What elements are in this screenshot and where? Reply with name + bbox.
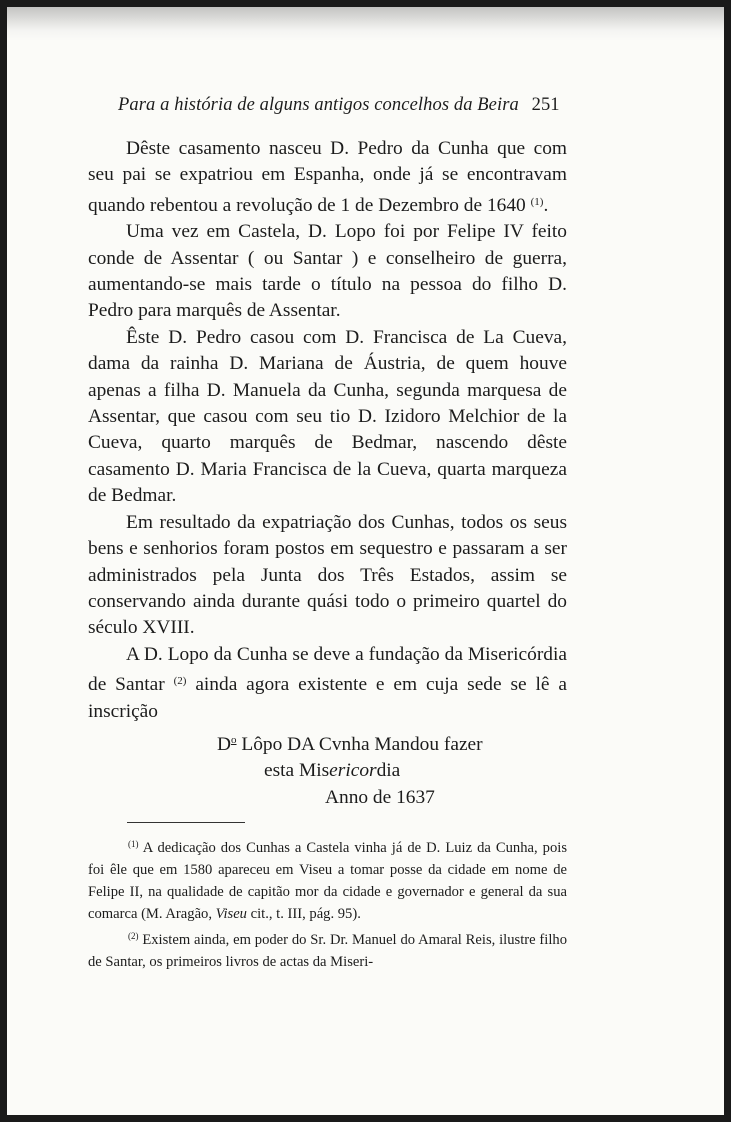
inscription-line-1: $D^o$ Lôpo DA Cvnha Mandou fazer xyxy=(217,734,483,755)
footnotes xyxy=(88,833,567,973)
footnote-divider xyxy=(127,822,245,823)
paragraph: Uma vez em Castela, D. Lopo foi por Felipe IV feito conde de Assentar ( ou Santar ) e conselheiro de guerra, aumentando-se mais tarde o título na pessoa do filho D. Pedro para marquês de Assentar. xyxy=(88,221,567,322)
inscription-line-3: Anno de 1637 xyxy=(325,786,435,808)
paragraph: Em resultado da expatriação dos Cunhas, todos os seus bens e senhorios foram postos em sequestro e passaram a ser administrados pela Junta dos Três Estados, assim se conservando ainda durante quási todo o primeiro quartel do século XVIII. xyxy=(88,511,567,639)
footnote: $^{(2)}$ Existem ainda, em poder do Sr. Dr. Manuel do Amaral Reis, ilustre filho de Santar, os primeiros livros de actas da Miseri- xyxy=(88,931,567,970)
running-header xyxy=(118,95,562,116)
paragraph: A D. Lopo da Cunha se deve a fundação da Misericórdia de Santar $^{(2)}$ ainda agora existente e em cuja sede se lê a inscrição xyxy=(88,643,567,722)
footnote-ref: (2) xyxy=(173,675,187,688)
book-page xyxy=(7,7,724,1115)
inscription xyxy=(87,727,567,811)
scan-shadow xyxy=(7,7,724,41)
footnote-ref: (1) xyxy=(530,195,544,208)
footnote: $^{(1)}$ A dedicação dos Cunhas a Castela vinha já de D. Luiz da Cunha, pois foi êle que em 1580 apareceu em Viseu a tomar posse da cidade em nome de Felipe II, na qualidade de capitão mor da cidade e governador e general da sua comarca (M. Aragão, Viseu cit., t. III, pág. 95). xyxy=(88,839,567,922)
main-text xyxy=(88,136,567,725)
paragraph: Dêste casamento nasceu D. Pedro da Cunha que com seu pai se expatriou em Espanha, onde já se encontravam quando rebentou a revolução de 1 de Dezembro de 1640 $^{(1)}$. xyxy=(88,138,567,216)
inscription-line-2: esta Misericordia xyxy=(264,760,401,782)
page-number: 251 xyxy=(531,95,560,115)
header-title: Para a história de alguns antigos concelhos da Beira xyxy=(118,95,519,115)
paragraph: Êste D. Pedro casou com D. Francisca de La Cueva, dama da rainha D. Mariana de Áustria, de quem houve apenas a filha D. Manuela da Cunha, segunda marquesa de Assentar, que casou com seu tio D. Izidoro Melchior de la Cueva, quarto marquês de Bedmar, nascendo dêste casamento D. Maria Francisca de la Cueva, quarta marqueza de Bedmar. xyxy=(88,326,567,507)
